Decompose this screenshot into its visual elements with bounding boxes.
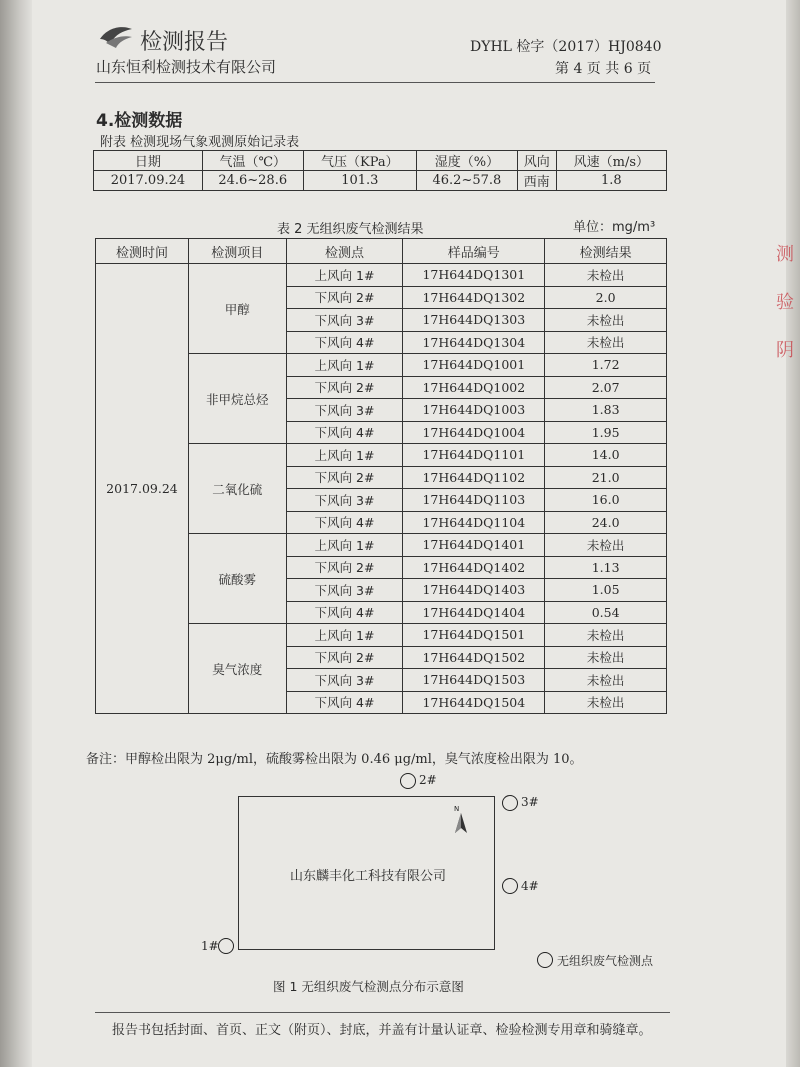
table2-unit: 单位：mg/m³ [573, 220, 656, 235]
point-label-3: 3# [521, 795, 539, 809]
test-date-cell: 2017.09.24 [96, 264, 189, 714]
monitor-point-1 [218, 938, 234, 954]
result-cell: 未检出 [545, 669, 667, 692]
sample-id-cell: 17H644DQ1302 [403, 286, 545, 309]
weather-header-cell: 湿度（%） [417, 151, 518, 171]
document-number: DYHL 检字（2017）HJ0840 [470, 39, 662, 55]
sample-id-cell: 17H644DQ1102 [403, 466, 545, 489]
monitor-point-2 [400, 773, 416, 789]
footer-divider [95, 1012, 670, 1013]
sample-id-cell: 17H644DQ1501 [403, 624, 545, 647]
page-edge [786, 0, 800, 1067]
sampling-point-cell: 上风向 1# [286, 624, 403, 647]
result-cell: 未检出 [545, 331, 667, 354]
north-arrow-icon [450, 803, 472, 837]
weather-cell: 西南 [517, 171, 556, 191]
sample-id-cell: 17H644DQ1403 [403, 579, 545, 602]
legend-label: 无组织废气检测点 [557, 954, 654, 968]
sample-id-cell: 17H644DQ1301 [403, 264, 545, 287]
stamp-char: 测 [776, 244, 794, 265]
point-label-4: 4# [521, 879, 539, 893]
sampling-point-cell: 下风向 4# [286, 601, 403, 624]
point-label-2: 2# [419, 773, 437, 787]
section-title: 4.检测数据 [96, 111, 183, 131]
sampling-point-cell: 下风向 3# [286, 489, 403, 512]
sample-id-cell: 17H644DQ1001 [403, 354, 545, 377]
weather-header-row [94, 151, 667, 171]
results-header-cell: 检测结果 [545, 239, 667, 264]
result-cell: 24.0 [545, 511, 667, 534]
sample-id-cell: 17H644DQ1002 [403, 376, 545, 399]
table-row [96, 264, 667, 287]
north-label: N [454, 805, 460, 813]
test-item-cell: 硫酸雾 [188, 534, 286, 624]
sample-id-cell: 17H644DQ1003 [403, 399, 545, 422]
sampling-point-cell: 下风向 2# [286, 556, 403, 579]
results-body [96, 264, 667, 714]
page-indicator: 第 4 页 共 6 页 [555, 61, 652, 77]
header-divider [95, 82, 655, 83]
results-table [95, 238, 667, 714]
test-item-cell: 非甲烷总烃 [188, 354, 286, 444]
weather-header-cell: 气温（℃） [202, 151, 303, 171]
weather-cell: 2017.09.24 [94, 171, 203, 191]
result-cell: 14.0 [545, 444, 667, 467]
monitor-point-4 [502, 878, 518, 894]
sampling-point-cell: 下风向 3# [286, 669, 403, 692]
site-name: 山东麟丰化工科技有限公司 [290, 869, 447, 884]
remark-note: 备注：甲醇检出限为 2μg/ml，硫酸雾检出限为 0.46 μg/ml，臭气浓度检出限为 10。 [86, 752, 583, 767]
weather-header-cell: 日期 [94, 151, 203, 171]
footer-note: 报告书包括封面、首页、正文（附页）、封底，并盖有计量认证章、检验检测专用章和骑缝章。 [112, 1023, 652, 1038]
sampling-point-cell: 下风向 2# [286, 286, 403, 309]
figure-caption: 图 1 无组织废气检测点分布示意图 [273, 979, 464, 994]
weather-header-cell: 风速（m/s） [556, 151, 666, 171]
weather-cell: 46.2~57.8 [417, 171, 518, 191]
sampling-point-cell: 下风向 2# [286, 376, 403, 399]
result-cell: 未检出 [545, 646, 667, 669]
sampling-point-cell: 下风向 3# [286, 399, 403, 422]
company-logo-icon [98, 23, 134, 49]
sampling-point-cell: 下风向 4# [286, 691, 403, 714]
sample-id-cell: 17H644DQ1101 [403, 444, 545, 467]
page-binding-shadow [0, 0, 32, 1067]
side-seal-stamp [772, 240, 798, 400]
stamp-char: 验 [776, 292, 794, 313]
sampling-point-cell: 上风向 1# [286, 354, 403, 377]
test-item-cell: 甲醇 [188, 264, 286, 354]
sample-id-cell: 17H644DQ1503 [403, 669, 545, 692]
sampling-point-cell: 下风向 4# [286, 511, 403, 534]
sample-id-cell: 17H644DQ1502 [403, 646, 545, 669]
sample-id-cell: 17H644DQ1004 [403, 421, 545, 444]
result-cell: 未检出 [545, 691, 667, 714]
results-header-cell: 样品编号 [403, 239, 545, 264]
sampling-point-cell: 上风向 1# [286, 444, 403, 467]
results-header-cell: 检测项目 [188, 239, 286, 264]
company-name: 山东恒利检测技术有限公司 [96, 58, 277, 76]
sample-id-cell: 17H644DQ1402 [403, 556, 545, 579]
sampling-point-cell: 下风向 2# [286, 466, 403, 489]
sampling-point-cell: 下风向 3# [286, 579, 403, 602]
legend-symbol [537, 952, 553, 968]
stamp-char: 阴 [776, 340, 794, 361]
result-cell: 1.72 [545, 354, 667, 377]
sampling-point-cell: 上风向 1# [286, 534, 403, 557]
result-cell: 未检出 [545, 624, 667, 647]
monitor-point-3 [502, 795, 518, 811]
sample-id-cell: 17H644DQ1304 [403, 331, 545, 354]
sampling-point-cell: 下风向 2# [286, 646, 403, 669]
sample-id-cell: 17H644DQ1401 [403, 534, 545, 557]
sampling-point-cell: 下风向 3# [286, 309, 403, 332]
result-cell: 2.0 [545, 286, 667, 309]
weather-header-cell: 风向 [517, 151, 556, 171]
results-header-cell: 检测点 [286, 239, 403, 264]
result-cell: 未检出 [545, 264, 667, 287]
table2-caption: 表 2 无组织废气检测结果 [277, 222, 424, 237]
sampling-point-cell: 下风向 4# [286, 331, 403, 354]
sampling-point-cell: 上风向 1# [286, 264, 403, 287]
results-header-cell: 检测时间 [96, 239, 189, 264]
sampling-point-cell: 下风向 4# [286, 421, 403, 444]
weather-data-row [94, 171, 667, 191]
result-cell: 未检出 [545, 309, 667, 332]
result-cell: 1.83 [545, 399, 667, 422]
result-cell: 0.54 [545, 601, 667, 624]
result-cell: 未检出 [545, 534, 667, 557]
result-cell: 1.05 [545, 579, 667, 602]
result-cell: 16.0 [545, 489, 667, 512]
result-cell: 2.07 [545, 376, 667, 399]
result-cell: 21.0 [545, 466, 667, 489]
sample-id-cell: 17H644DQ1404 [403, 601, 545, 624]
weather-table-caption: 附表 检测现场气象观测原始记录表 [100, 135, 300, 150]
test-item-cell: 二氧化硫 [188, 444, 286, 534]
sample-id-cell: 17H644DQ1104 [403, 511, 545, 534]
weather-cell: 1.8 [556, 171, 666, 191]
sample-id-cell: 17H644DQ1504 [403, 691, 545, 714]
result-cell: 1.13 [545, 556, 667, 579]
weather-table [93, 150, 667, 191]
test-item-cell: 臭气浓度 [188, 624, 286, 714]
weather-cell: 24.6~28.6 [202, 171, 303, 191]
weather-cell: 101.3 [303, 171, 416, 191]
sample-id-cell: 17H644DQ1103 [403, 489, 545, 512]
result-cell: 1.95 [545, 421, 667, 444]
results-header-row [96, 239, 667, 264]
sample-id-cell: 17H644DQ1303 [403, 309, 545, 332]
report-title: 检测报告 [140, 30, 229, 55]
point-label-1: 1# [201, 939, 219, 953]
weather-header-cell: 气压（KPa） [303, 151, 416, 171]
